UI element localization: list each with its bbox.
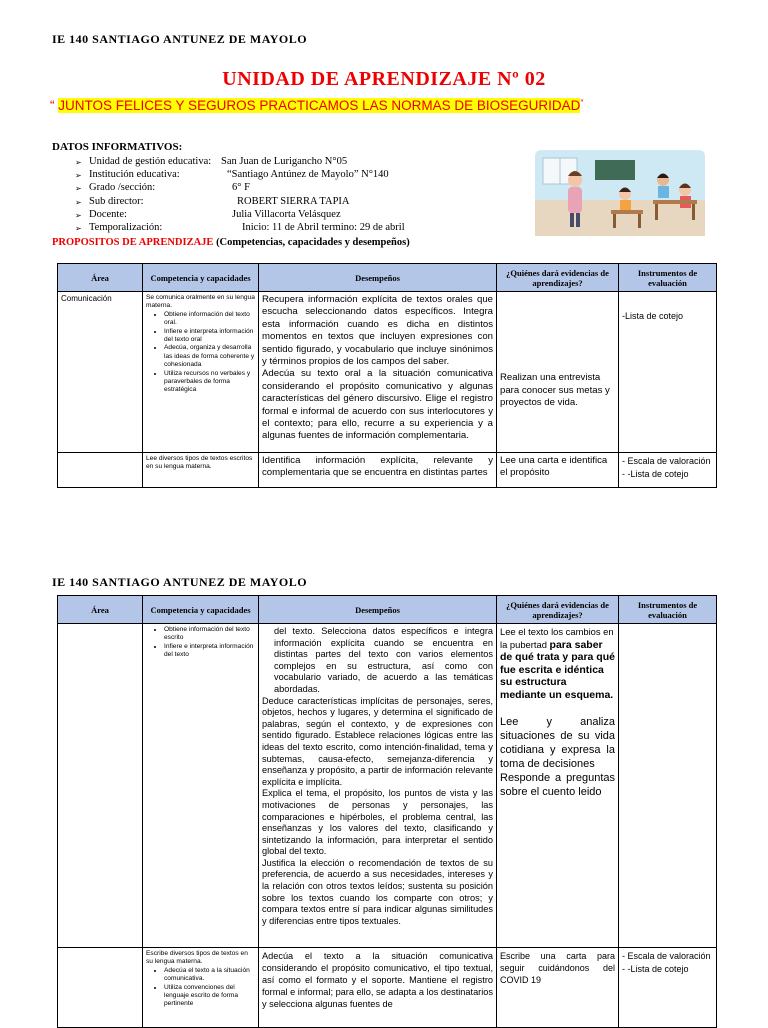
competencia-cell: Lee diversos tipos de textos escritos en su lengua materna. [143,453,259,488]
evidencia-cell: Realizan una entrevista para conocer sus metas y proyectos de vida. [497,292,619,453]
evidencia-cell: Lee una carta e identifica el propósito [497,453,619,488]
header-instrumentos: Instrumentos de evaluación [619,596,717,624]
competencia-cell: Se comunica oralmente en su lengua materna. • Obtiene información del texto oral. • Infiere e interpreta información del texto oral • Adecúa, organiza y desarrolla las ideas de forma coherente y cohesionada • Utiliza recursos no verbales y paraverbales de forma estratégica [143,292,259,453]
table-row [58,453,717,488]
header-area: Área [58,264,143,292]
area-cell [58,948,143,1028]
header-area: Área [58,596,143,624]
arrow-bullet-icon: ➢ [75,171,82,181]
table-header-row [58,596,717,624]
desempenos-cell: Recupera información explícita de textos orales que escucha seleccionando datos específicos. Integra esta información cuando es dicha en distintos momentos en textos que incluyen expresiones con sentido figurado, y vocabulario que incluye sinónimos y términos propios de los campos del saber. Adecúa su texto oral a la situación comunicativa considerando el propósito comunicativo y algunas características del género discursivo. Elige el registro formal e informal de acuerdo con sus interlocutores y el contexto; para ello, recurre a su experiencia y a algunas fuentes de información complementaria. [259,292,497,453]
arrow-bullet-icon: ➢ [75,184,82,194]
header-competencia: Competencia y capacidades [143,264,259,292]
area-cell: Comunicación [58,292,143,453]
arrow-bullet-icon: ➢ [75,197,82,207]
arrow-bullet-icon: ➢ [75,210,82,220]
capacidades-list: • Obtiene información del texto oral. • Infiere e interpreta información del texto oral • Adecúa, organiza y desarrolla las ideas de forma coherente y cohesionada • Utiliza recursos no verbales y paraverbales de forma estratégica [146,311,255,395]
unit-slogan: “ JUNTOS FELICES Y SEGUROS PRACTICAMOS LAS NORMAS DE BIOSEGURIDAD” [50,98,584,113]
propositos-table-page2 [57,595,717,1028]
instrumento-cell: -Lista de cotejo [619,292,717,453]
header-evidencias: ¿Quiénes dará evidencias de aprendizajes? [497,264,619,292]
classroom-illustration [535,150,705,236]
desempenos-cell: Identifica información explícita, relevante y complementaria que se encuentra en distintas partes [259,453,497,488]
header-desempenos: Desempeños [259,596,497,624]
evidencia-cell: Escribe una carta para seguir cuidándonos del COVID 19 [497,948,619,1028]
area-cell [58,453,143,488]
desempenos-cell: Adecúa el texto a la situación comunicativa considerando el propósito comunicativo, el tipo textual, así como el formato y el soporte. Mantiene el registro formal e informal; para ello, se adapta a los destinatarios y selecciona algunas fuentes de [259,948,497,1028]
school-name-page2: IE 140 SANTIAGO ANTUNEZ DE MAYOLO [52,575,308,589]
school-name: IE 140 SANTIAGO ANTUNEZ DE MAYOLO [52,32,308,46]
propositos-table-page1 [57,263,717,488]
table-row [58,292,717,453]
header-desempenos: Desempeños [259,264,497,292]
header-evidencias: ¿Quiénes dará evidencias de aprendizajes? [497,596,619,624]
area-cell [58,624,143,948]
table-header-row [58,264,717,292]
instrumento-cell [619,624,717,948]
capacidades-list: • Adecúa el texto a la situación comunicativa. • Utiliza convenciones del lenguaje escrito de forma pertinente [146,967,255,1009]
header-competencia: Competencia y capacidades [143,596,259,624]
evidencia-cell: Lee el texto los cambios en la pubertad para saber de qué trata y para qué fue escrita e idéntica su estructura mediante un esquema. Lee y analiza situaciones de su vida cotidiana y expresa la toma de decisiones Responde a preguntas sobre el cuento leido [497,624,619,948]
desempenos-cell: del texto. Selecciona datos específicos e integra información explícita cuando se encuentra en distintas partes del texto con varios elementos complejos en su estructura, así como con vocabulario variado, de acuerdo a las temáticas abordadas. Deduce características implícitas de personajes, seres, objetos, hechos y lugares, y determina el significado de palabras, según el contexto, y de expresiones con sentido figurado. Establece relaciones lógicas entre las ideas del texto escrito, como intención-finalidad, tema y subtemas, causa-efecto, semejanza-diferencia y enseñanza y propósito, a partir de información relevante explícita e implícita. Explica el tema, el propósito, los puntos de vista y las motivaciones de personas y personajes, las comparaciones e hipérboles, el problema central, las enseñanzas y los valores del texto, clasificando y sintetizando la información, para interpretar el sentido global del texto. Justifica la elección o recomendación de textos de su preferencia, de acuerdo a sus necesidades, intereses y la relación con otros textos leídos; sustenta su posición sobre los textos cuando los comparte con otros; y compara textos entre sí para indicar algunas similitudes y diferencias entre tipos textuales. [259,624,497,948]
unit-title: UNIDAD DE APRENDIZAJE Nº 02 [222,68,546,90]
capacidades-list: • Obtiene información del texto escrito • Infiere e interpreta información del texto [146,626,255,660]
table-row [58,624,717,948]
table-row [58,948,717,1028]
arrow-bullet-icon: ➢ [75,223,82,233]
propositos-heading: PROPOSITOS DE APRENDIZAJE (Competencias, capacidades y desempeños) [52,237,410,248]
datos-title: DATOS INFORMATIVOS: [52,141,183,153]
competencia-cell: Escribe diversos tipos de textos en su lengua materna. • Adecúa el texto a la situación comunicativa. • Utiliza convenciones del lenguaje escrito de forma pertinente [143,948,259,1028]
header-instrumentos: Instrumentos de evaluación [619,264,717,292]
arrow-bullet-icon: ➢ [75,158,82,167]
instrumento-cell: - Escala de valoración - -Lista de cotejo [619,948,717,1028]
competencia-cell [143,624,259,948]
instrumento-cell: - Escala de valoración - -Lista de cotejo [619,453,717,488]
